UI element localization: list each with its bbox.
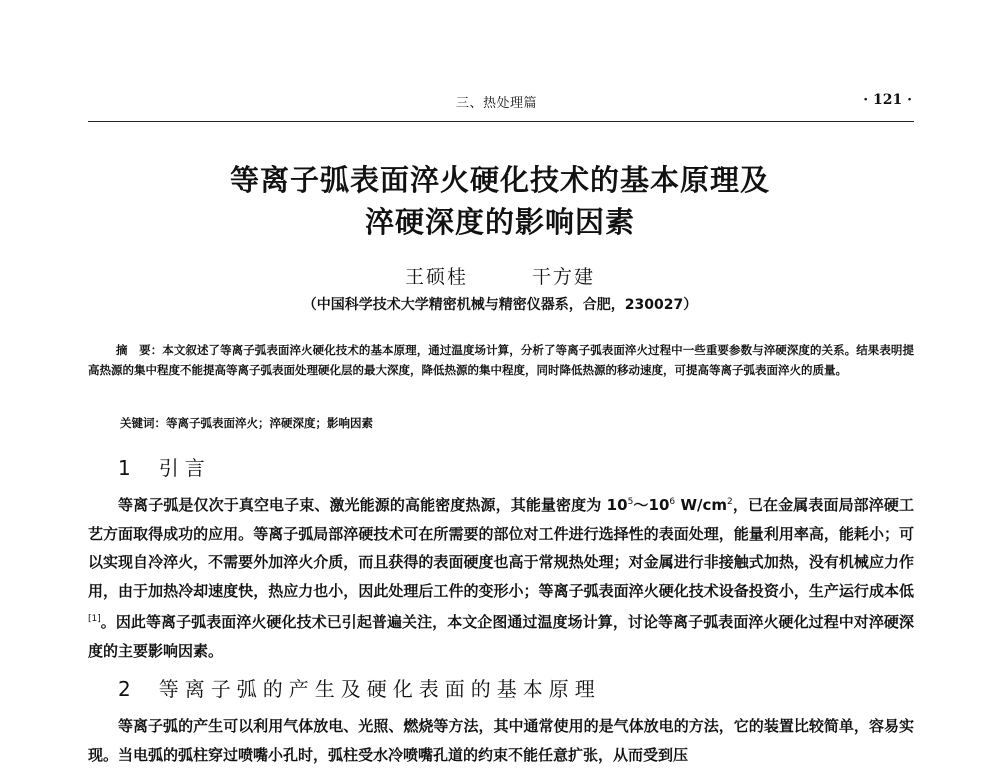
section-2-heading (118, 673, 601, 702)
section-2-title: 等离子弧的产生及硬化表面的基本原理 (158, 677, 601, 701)
section-1-paragraph (88, 488, 914, 665)
abstract-text: 本文叙述了等离子弧表面淬火硬化技术的基本原理，通过温度场计算，分析了等离子弧表面淬火过程中一些重要参数与淬硬深度的关系。结果表明提高热源的集中程度不能提高等离子弧表面处理硬化层的最大深度，降低热源的集中程度，同时降低热源的移动速度，可提高等离子弧表面淬火的质量。 (88, 343, 914, 377)
superscript: 6 (669, 497, 676, 507)
running-header (88, 92, 914, 116)
author-list (0, 262, 1000, 289)
para-text: 。因此等离子弧表面淬火硬化技术已引起普遍关注，本文企图通过温度场计算，讨论等离子弧表面淬火硬化过程中对淬硬深度的主要影响因素。 (88, 613, 914, 660)
keywords-label: 关键词： (120, 416, 166, 430)
para-text: 等离子弧是仅次于真空电子束、激光能源的高能密度热源，其能量密度为 10 (118, 496, 628, 514)
section-1-number: 1 (118, 456, 137, 480)
section-2-number: 2 (118, 677, 137, 701)
header-rule (88, 121, 914, 122)
citation-ref: [1] (88, 614, 101, 624)
superscript: 5 (627, 497, 634, 507)
paper-title-line-2: 淬硬深度的影响因素 (364, 205, 635, 239)
para-text: W/cm (675, 496, 727, 514)
author-1: 王硕桂 (404, 266, 468, 288)
abstract (88, 340, 914, 380)
header-page-number: · 121 · (863, 92, 912, 108)
para-text: ，已在金属表面局部淬硬工艺方面取得成功的应用。等离子弧局部淬硬技术可在所需要的部位对工件进行选择性的表面处理，能量利用率高，能耗小；可以实现自冷淬火，不需要外加淬火介质，而且获得的表面硬度也高于常规热处理；对金属进行非接触式加热，没有机械应力作用，由于加热冷却速度快，热应力也小，因此处理后工件的变形小；等离子弧表面淬火硬化技术设备投资小，生产运行成本低 (88, 496, 914, 600)
section-2-paragraph: 等离子弧的产生可以利用气体放电、光照、燃烧等方法，其中通常使用的是气体放电的方法，它的装置比较简单，容易实现。当电弧的弧柱穿过喷嘴小孔时，弧柱受水冷喷嘴孔道的约束不能任意扩张，从而受到压 (88, 717, 914, 764)
para-text: ～10 (633, 496, 670, 514)
header-section-title: 三、热处理篇 (456, 96, 538, 111)
section-1-heading (118, 452, 211, 481)
keywords-text: 等离子弧表面淬火；淬硬深度；影响因素 (166, 416, 373, 430)
superscript: 2 (727, 497, 733, 507)
paper-title-line-1: 等离子弧表面淬火硬化技术的基本原理及 (229, 163, 770, 197)
affiliation: （中国科学技术大学精密机械与精密仪器系，合肥，230027） (302, 297, 698, 313)
section-1-title: 引言 (158, 456, 211, 480)
author-2: 干方建 (532, 266, 596, 288)
keywords (120, 415, 914, 431)
abstract-label: 摘 要： (116, 343, 163, 357)
